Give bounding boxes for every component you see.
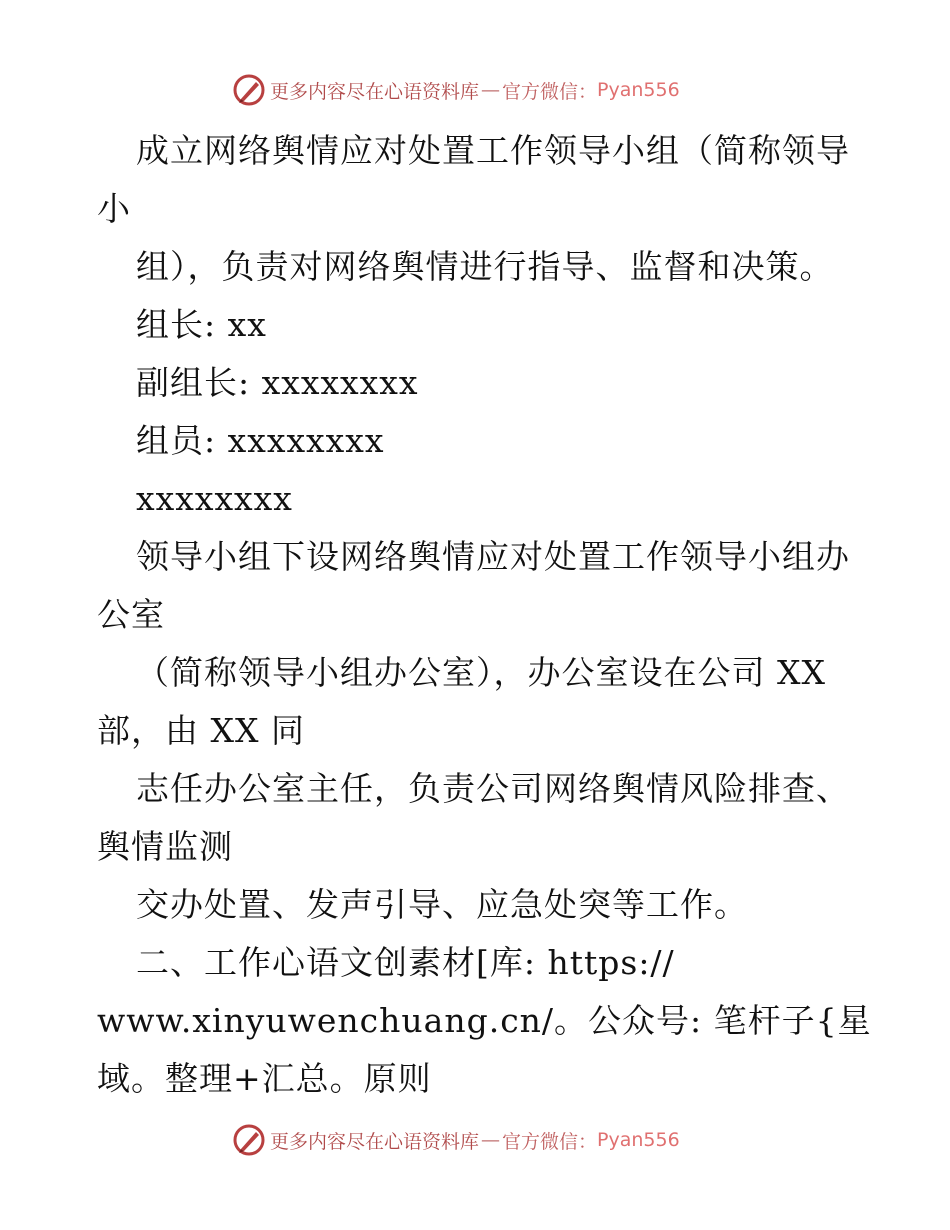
pen-logo-icon — [232, 73, 266, 107]
footer-official-label: 官方微信： — [502, 1130, 598, 1153]
body-line: 副组长: xxxxxxxx — [136, 363, 419, 402]
footer-banner — [232, 1122, 680, 1158]
body-line: www.xinyuwenchuang.cn/。公众号: 笔杆子{星 — [97, 1001, 872, 1040]
header-official-label: 官方微信： — [502, 80, 598, 103]
body-line: 组长: xx — [136, 305, 267, 344]
pen-logo-icon — [232, 1123, 266, 1157]
header-wechat-id: Pyan556 — [597, 79, 680, 101]
body-line: 组），负责对网络舆情进行指导、监督和决策。 — [136, 247, 834, 286]
body-line: 公室 — [97, 595, 165, 634]
body-line: 小 — [97, 189, 131, 228]
body-line: 域。整理+汇总。原则 — [97, 1059, 432, 1098]
body-line: （简称领导小组办公室），办公室设在公司 XX — [136, 653, 826, 692]
header-banner — [232, 72, 680, 108]
body-line: 部，由 XX 同 — [97, 711, 305, 750]
footer-promo-text: 更多内容尽在心语资料库 — [270, 1130, 480, 1153]
body-line: 组员: xxxxxxxx — [136, 421, 385, 460]
body-line: 交办处置、发声引导、应急处突等工作。 — [136, 885, 748, 924]
body-line: 领导小组下设网络舆情应对处置工作领导小组办 — [136, 537, 850, 576]
document-body — [97, 122, 872, 1108]
body-line: 二、工作心语文创素材[库: https:// — [136, 943, 675, 982]
body-line: 成立网络舆情应对处置工作领导小组（简称领导 — [136, 131, 850, 170]
header-promo-text: 更多内容尽在心语资料库 — [270, 80, 480, 103]
body-line: xxxxxxxx — [136, 479, 293, 518]
header-dash: — — [481, 79, 501, 101]
footer-dash: — — [481, 1129, 501, 1151]
footer-wechat-id: Pyan556 — [597, 1129, 680, 1151]
body-line: 志任办公室主任，负责公司网络舆情风险排查、 — [136, 769, 850, 808]
body-line: 舆情监测 — [97, 827, 233, 866]
